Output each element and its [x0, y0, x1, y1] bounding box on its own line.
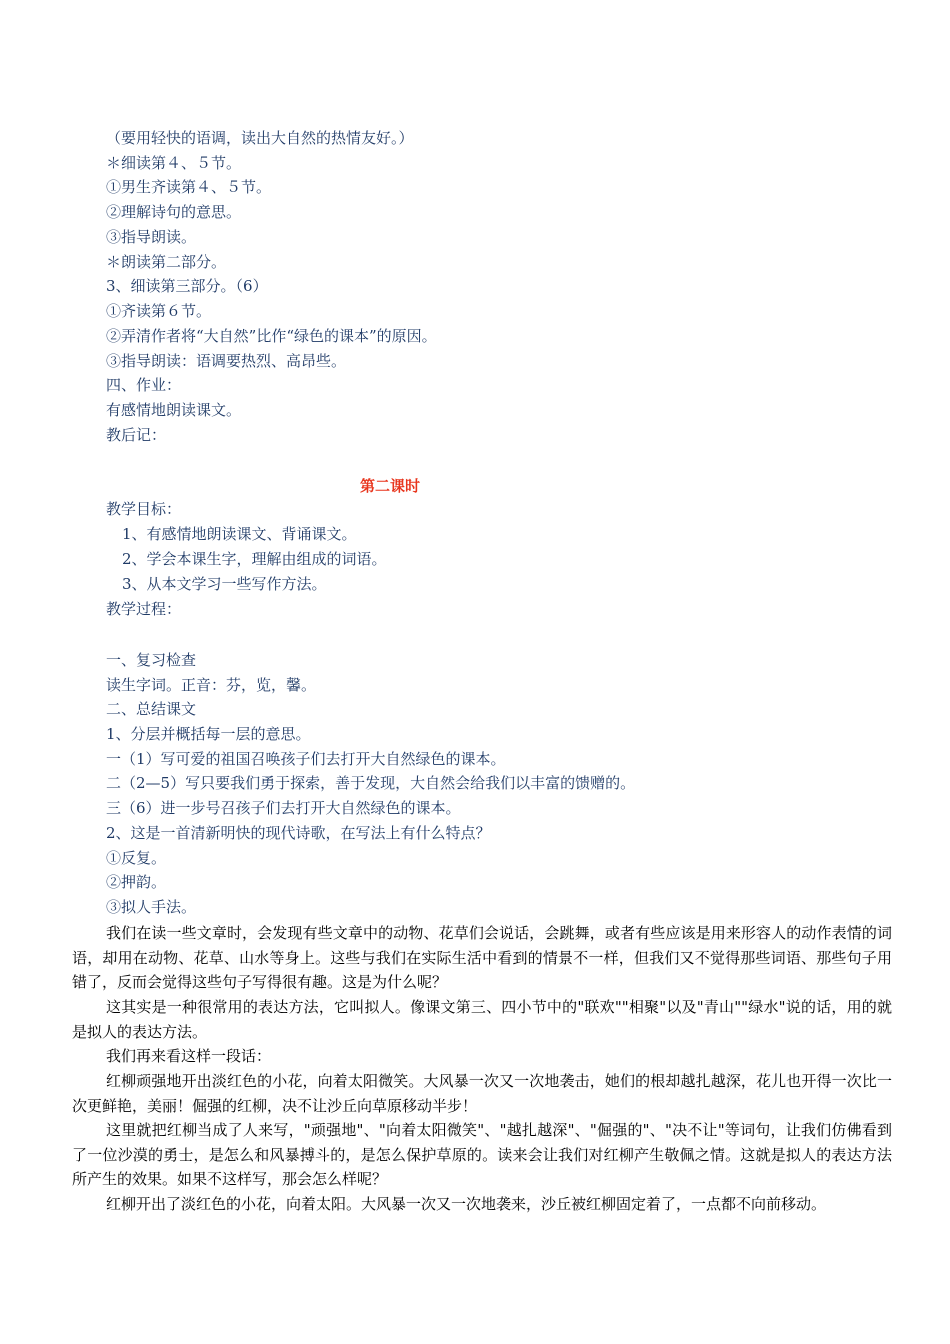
- text-line: ①齐读第６节。: [106, 302, 212, 320]
- text-line: 教学过程：: [106, 600, 182, 618]
- text-line: 一（1）写可爱的祖国召唤孩子们去打开大自然绿色的课本。: [106, 750, 506, 768]
- goal-item: 2、学会本课生字，理解由组成的词语。: [122, 550, 387, 568]
- text-line: ＊朗读第二部分。: [106, 253, 227, 271]
- body-paragraph: 我们在读一些文章时，会发现有些文章中的动物、花草们会说话，会跳舞，或者有些应该是用来形容人的动作表情的词语，却用在动物、花草、山水等身上。这些与我们在实际生活中看到的情景不一样，但我们又不觉得那些词语、那些句子用错了，反而会觉得这些句子写得很有趣。这是为什么呢？: [72, 924, 892, 991]
- section-title: 第二课时: [359, 477, 420, 495]
- text-line: ②弄清作者将“大自然”比作“绿色的课本”的原因。: [106, 327, 437, 345]
- text-line: 四、作业：: [106, 376, 182, 394]
- text-line: 有感情地朗读课文。: [106, 401, 242, 419]
- goal-item: 1、有感情地朗读课文、背诵课文。: [122, 525, 357, 543]
- text-line: 读生字词。正音：芬，览，馨。: [106, 676, 317, 694]
- text-line: （要用轻快的语调，读出大自然的热情友好。）: [106, 129, 414, 147]
- text-line: 二（2—5）写只要我们勇于探索，善于发现，大自然会给我们以丰富的馈赠的。: [106, 774, 636, 792]
- text-line: 3、细读第三部分。（6）: [106, 277, 268, 295]
- goal-item: 3、从本文学习一些写作方法。: [122, 575, 327, 593]
- body-paragraph: 我们再来看这样一段话：: [106, 1047, 272, 1065]
- text-line: ②押韵。: [106, 873, 167, 891]
- body-paragraph: 红柳顽强地开出淡红色的小花，向着太阳微笑。大风暴一次又一次地袭击，她们的根却越扎越深，花儿也开得一次比一次更鲜艳，美丽！倔强的红柳，决不让沙丘向草原移动半步！: [72, 1072, 892, 1115]
- text-line: 一、复习检查: [106, 651, 197, 669]
- text-line: 教学目标：: [106, 500, 182, 518]
- text-line: 二、总结课文: [106, 700, 197, 718]
- text-line: 1、分层并概括每一层的意思。: [106, 725, 311, 743]
- body-paragraph: 这其实是一种很常用的表达方法，它叫拟人。像课文第三、四小节中的"联欢""相聚"以及"青山""绿水"说的话，用的就是拟人的表达方法。: [72, 998, 892, 1041]
- body-paragraph: 这里就把红柳当成了人来写，"顽强地"、"向着太阳微笑"、"越扎越深"、"倔强的"、"决不让"等词句，让我们仿佛看到了一位沙漠的勇士，是怎么和风暴搏斗的，是怎么保护草原的。读来会让我们对红柳产生敬佩之情。这就是拟人的表达方法所产生的效果。如果不这样写，那会怎么样呢？: [72, 1121, 892, 1188]
- text-line: ＊细读第４、５节。: [106, 154, 242, 172]
- text-line: 教后记：: [106, 426, 167, 444]
- text-line: ①反复。: [106, 849, 167, 867]
- text-line: 2、这是一首清新明快的现代诗歌，在写法上有什么特点？: [106, 824, 491, 842]
- body-paragraph: 红柳开出了淡红色的小花，向着太阳。大风暴一次又一次地袭来，沙丘被红柳固定着了，一点都不向前移动。: [106, 1195, 827, 1213]
- text-line: ③拟人手法。: [106, 898, 197, 916]
- text-line: 三（6）进一步号召孩子们去打开大自然绿色的课本。: [106, 799, 461, 817]
- text-line: ③指导朗读。: [106, 228, 197, 246]
- text-line: ③指导朗读：语调要热烈、高昂些。: [106, 352, 347, 370]
- text-line: ②理解诗句的意思。: [106, 203, 242, 221]
- text-line: ①男生齐读第４、５节。: [106, 178, 272, 196]
